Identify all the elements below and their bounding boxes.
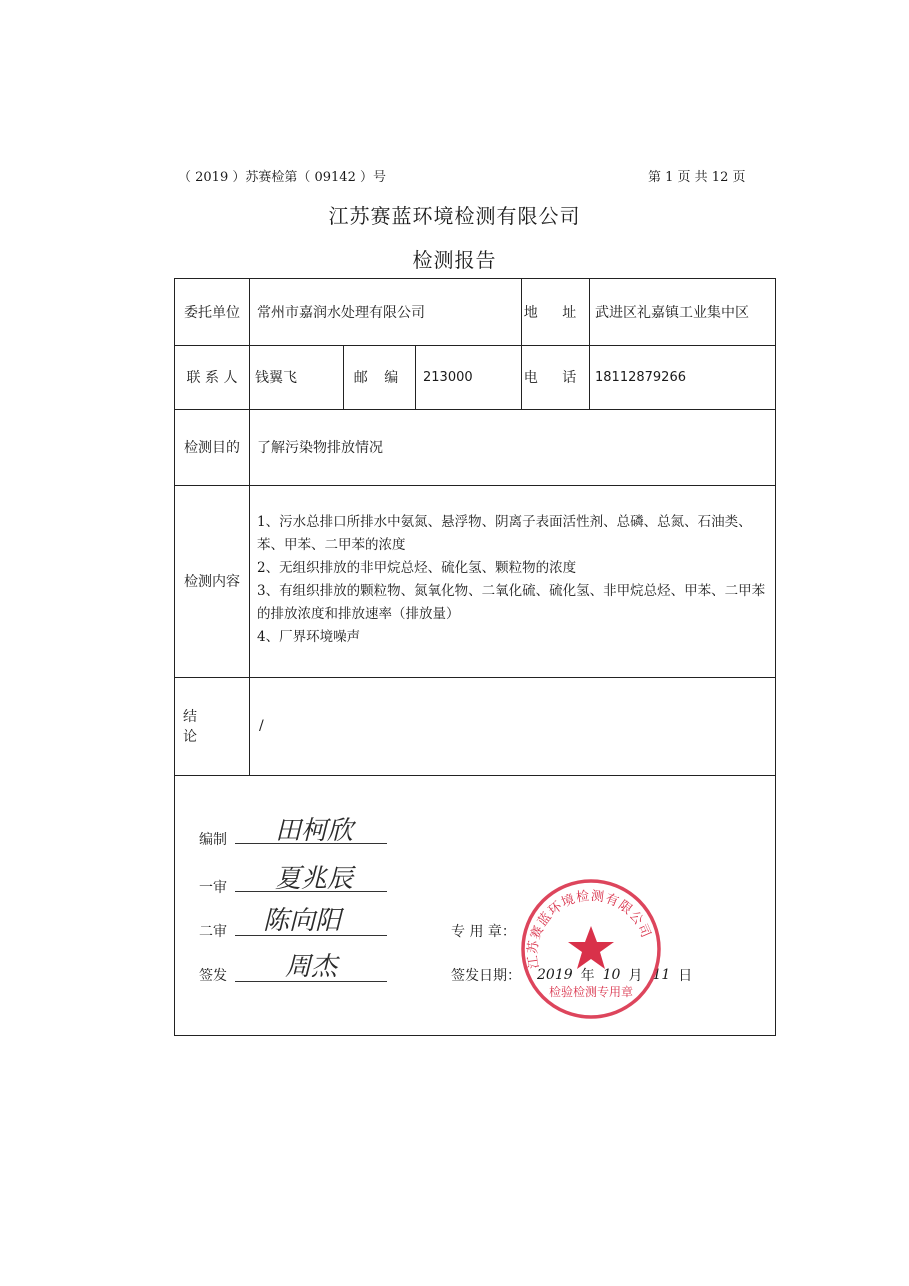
issue-date-y: 年 xyxy=(580,968,595,984)
issue-date-year: 2019 xyxy=(537,967,573,983)
issue-date-month: 10 xyxy=(602,967,621,983)
report-number: （ 2019 ）苏赛检第（ 09142 ）号 xyxy=(178,170,386,185)
content-item: 1、污水总排口所排水中氨氮、悬浮物、阴离子表面活性剂、总磷、总氮、石油类、苯、甲苯、二甲苯的浓度 xyxy=(257,514,752,553)
phone-label: 电 话 xyxy=(523,370,587,386)
seal-star-icon xyxy=(568,926,614,969)
content-item: 3、有组织排放的颗粒物、氮氧化物、二氧化硫、硫化氢、非甲烷总烃、甲苯、二甲苯的排放浓度和排放速率（排放量） xyxy=(257,583,766,622)
address-label: 地 址 xyxy=(523,305,587,321)
content-item: 2、无组织排放的非甲烷总烃、硫化氢、颗粒物的浓度 xyxy=(257,560,577,576)
report-title: 检测报告 xyxy=(412,248,497,272)
compile-signature: 田柯欣 xyxy=(275,815,354,846)
conclusion-label-text: 结 论 xyxy=(183,709,225,745)
row-divider xyxy=(175,775,775,776)
review1-label: 一审 xyxy=(199,880,227,896)
issue-date-day: 11 xyxy=(652,967,671,983)
seal-inner-text: 检验检测专用章 xyxy=(548,985,634,999)
postcode-label: 邮 编 xyxy=(353,370,405,386)
company-title: 江苏赛蓝环境检测有限公司 xyxy=(328,204,581,228)
issue-signature: 周杰 xyxy=(285,951,338,982)
address-value: 武进区礼嘉镇工业集中区 xyxy=(595,305,749,321)
review2-label: 二审 xyxy=(199,924,227,940)
contact-label: 联 系 人 xyxy=(186,370,238,386)
content-item: 4、厂界环境噪声 xyxy=(257,629,361,645)
review1-signature: 夏兆辰 xyxy=(275,863,354,894)
col-divider xyxy=(249,279,250,775)
issue-date-label: 签发日期： xyxy=(451,968,521,984)
purpose-value: 了解污染物排放情况 xyxy=(257,440,383,456)
seal-outer-text: 江苏赛蓝环境检测有限公司 xyxy=(525,888,654,970)
contact-value: 钱翼飞 xyxy=(255,370,297,386)
official-seal xyxy=(518,876,664,1022)
phone-value: 18112879266 xyxy=(595,369,686,385)
content-label: 检测内容 xyxy=(184,574,240,590)
conclusion-label xyxy=(175,677,249,775)
issue-date-d: 日 xyxy=(678,968,693,984)
client-label: 委托单位 xyxy=(184,305,240,321)
issue-label: 签发 xyxy=(199,968,227,984)
page-info: 第 1 页 共 12 页 xyxy=(648,170,746,185)
purpose-label: 检测目的 xyxy=(184,440,240,456)
postcode-value: 213000 xyxy=(423,369,473,385)
report-form xyxy=(174,278,776,1036)
row-divider xyxy=(175,485,775,486)
issue-date-m: 月 xyxy=(628,968,643,984)
client-value: 常州市嘉润水处理有限公司 xyxy=(257,305,425,321)
seal-label: 专 用 章： xyxy=(451,924,516,940)
col-divider xyxy=(415,345,416,409)
conclusion-value: / xyxy=(259,718,264,734)
compile-label: 编制 xyxy=(199,832,227,848)
review2-signature: 陈向阳 xyxy=(263,905,342,936)
col-divider xyxy=(589,279,590,409)
content-list xyxy=(257,511,769,649)
